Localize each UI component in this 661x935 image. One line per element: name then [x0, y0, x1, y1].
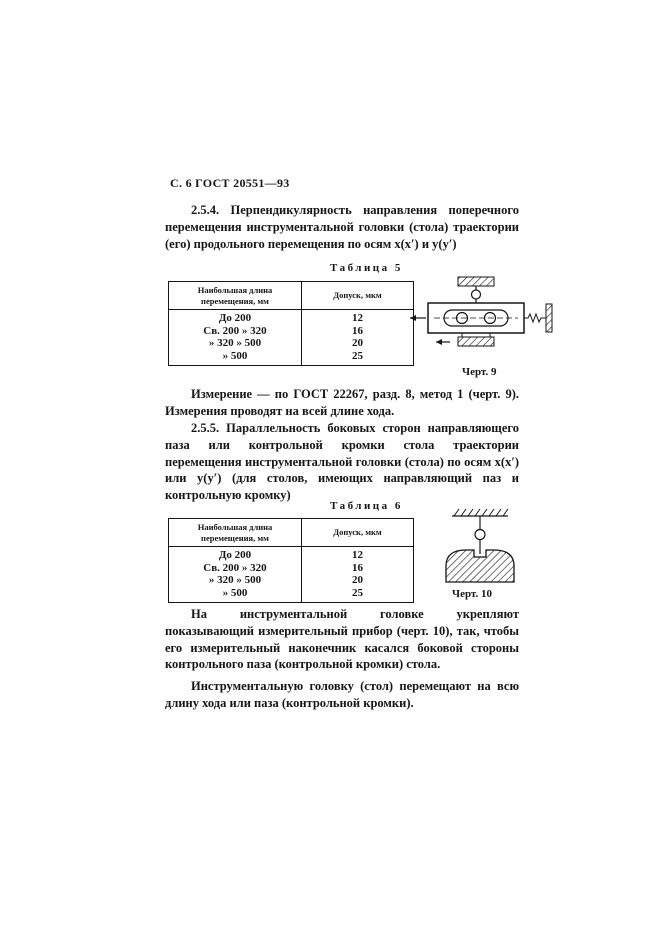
range-cell: » 500 — [169, 350, 302, 366]
table-row — [169, 310, 414, 325]
table-row — [169, 587, 414, 603]
table5-col1-header: Наибольшая длина перемещения, мм — [169, 282, 302, 310]
paragraph-indicator: На инструментальной головке укрепляют показывающий измерительный прибор (черт. 10), так, чтобы его измерительный наконечник касался боковой стороны контрольного паза (контрольной кромки) стола. — [165, 607, 519, 672]
figure-9 — [406, 274, 556, 371]
table-6 — [168, 518, 414, 603]
table-row — [169, 562, 414, 575]
range-cell: До 200 — [169, 547, 302, 562]
tolerance-cell: 12 — [352, 549, 363, 561]
tolerance-cell: 16 — [352, 561, 363, 574]
range-cell: » 320 » 500 — [169, 574, 302, 587]
page-header: С. 6 ГОСТ 20551—93 — [170, 176, 290, 190]
table-row — [169, 337, 414, 350]
table-5-title: Таблица 5 — [330, 262, 403, 274]
table-row — [169, 574, 414, 587]
figure-10 — [432, 506, 528, 591]
tolerance-cell: 12 — [352, 312, 363, 324]
table-6-title: Таблица 6 — [330, 500, 403, 512]
table-row — [169, 350, 414, 366]
range-cell: Св. 200 » 320 — [169, 325, 302, 338]
tolerance-cell: 20 — [352, 337, 363, 350]
range-cell: Св. 200 » 320 — [169, 562, 302, 575]
figure-9-drawing — [406, 274, 556, 366]
table-row — [169, 325, 414, 338]
table-5 — [168, 281, 414, 366]
paragraph-2-5-4: 2.5.4. Перпендикулярность направления поперечного перемещения инструментальной головки (стола) траектории (его) продольного перемещения по осям x(x′) и y(y′) — [165, 203, 519, 251]
table6-col2-header: Допуск, мкм — [302, 519, 414, 547]
paragraph-measurement: Измерение — по ГОСТ 22267, разд. 8, метод 1 (черт. 9). Измерения проводят на всей длине хода. — [165, 387, 519, 418]
table5-col2-header: Допуск, мкм — [302, 282, 414, 310]
paragraph-move: Инструментальную головку (стол) перемещают на всю длину хода или паза (контрольной кромки). — [165, 679, 519, 710]
figure-10-caption: Черт. 10 — [452, 588, 493, 600]
range-cell: » 320 » 500 — [169, 337, 302, 350]
table-header-row — [169, 519, 414, 547]
table6-col1-header: Наибольшая длина перемещения, мм — [169, 519, 302, 547]
table-header-row — [169, 282, 414, 310]
tolerance-cell: 25 — [352, 586, 363, 599]
figure-9-caption: Черт. 9 — [462, 366, 497, 378]
figure-10-drawing — [432, 506, 528, 586]
tolerance-cell: 25 — [352, 349, 363, 362]
tolerance-cell: 16 — [352, 324, 363, 337]
tolerance-cell: 20 — [352, 574, 363, 587]
range-cell: » 500 — [169, 587, 302, 603]
paragraph-2-5-5: 2.5.5. Параллельность боковых сторон направляющего паза или контрольной кромки стола траектории перемещения инструментальной головки (стола) по осям x(x′) или y(y′) (для столов, имеющих направляющий паз и контрольную кромку) — [165, 421, 519, 503]
range-cell: До 200 — [169, 310, 302, 325]
table-row — [169, 547, 414, 562]
